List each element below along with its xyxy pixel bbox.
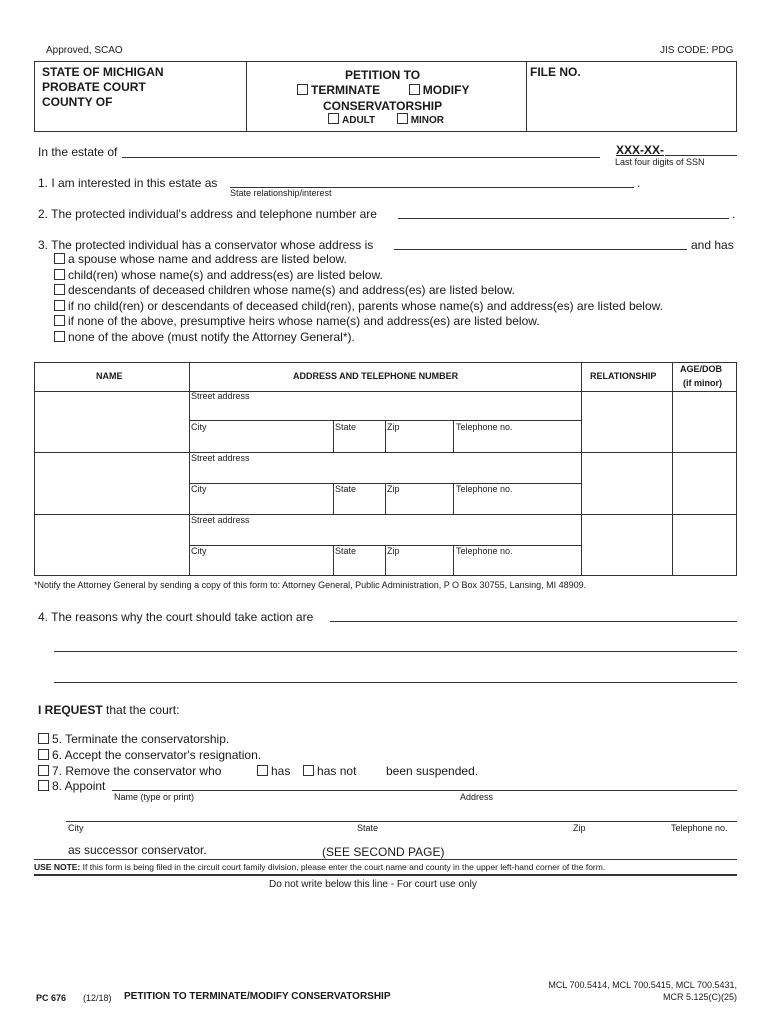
resignation-checkbox[interactable]	[38, 749, 49, 760]
estate-name-field[interactable]	[122, 157, 600, 158]
option-label: descendants of deceased children whose name(s) and address(es) are listed below.	[68, 283, 515, 298]
phone-label: Telephone no.	[456, 546, 513, 556]
attorney-general-notice: *Notify the Attorney General by sending a copy of this form to: Attorney General, Public Administration, P O Box 30755, Lansing, MI 48909.	[34, 580, 587, 590]
phone-label: Telephone no.	[456, 484, 513, 494]
form-title: PETITION TO	[345, 68, 421, 82]
terminate-request-checkbox[interactable]	[38, 733, 49, 744]
option-label: a spouse whose name and address are listed below.	[68, 252, 347, 266]
minor-label: MINOR	[410, 115, 445, 126]
conservator-address-field[interactable]	[394, 249, 687, 250]
item-3-end: and has	[691, 238, 734, 252]
relative-options	[54, 252, 663, 346]
adult-label: ADULT	[342, 115, 376, 126]
appoint-checkbox[interactable]	[38, 780, 49, 791]
request-8[interactable]	[38, 779, 105, 793]
has-not-checkbox[interactable]	[303, 765, 314, 776]
street-label: Street address	[191, 515, 250, 525]
state-label: State	[335, 546, 357, 556]
ssn-caption: Last four digits of SSN	[615, 157, 705, 167]
street-label: Street address	[191, 453, 250, 463]
state-label: State	[335, 484, 357, 494]
court-heading	[42, 65, 164, 110]
type-options	[328, 113, 444, 126]
address-phone-field[interactable]	[398, 218, 729, 219]
item-2-text: 2. The protected individual's address and telephone number are	[38, 207, 377, 221]
heirs-checkbox[interactable]	[54, 315, 65, 326]
mcl-refs: MCL 700.5414, MCL 700.5415, MCL 700.5431,	[548, 980, 737, 990]
remove-checkbox[interactable]	[38, 765, 49, 776]
col-relationship-header: RELATIONSHIP	[590, 371, 657, 381]
ssn-field[interactable]	[665, 155, 737, 156]
none-checkbox[interactable]	[54, 331, 65, 342]
col-ifminor-header: (if minor)	[683, 378, 722, 388]
file-no-label: FILE NO.	[530, 65, 581, 79]
form-revision: (12/18)	[83, 993, 112, 1003]
request-rest: that the court:	[106, 703, 180, 717]
mcr-ref: MCR 5.125(C)(25)	[662, 992, 737, 1002]
form-title-2: CONSERVATORSHIP	[323, 99, 443, 113]
spouse-checkbox[interactable]	[54, 253, 65, 264]
successor-text: as successor conservator.	[68, 843, 207, 857]
option-spouse[interactable]	[54, 252, 663, 268]
modify-checkbox[interactable]	[409, 84, 420, 95]
option-label: child(ren) whose name(s) and address(es) are listed below.	[68, 267, 383, 282]
request-7[interactable]	[38, 764, 221, 778]
reasons-field-3[interactable]	[54, 682, 737, 683]
option-children[interactable]	[54, 268, 663, 284]
has-not-label: has not	[317, 764, 357, 778]
state-label: State	[335, 422, 357, 432]
use-note-bottom-rule	[34, 874, 737, 876]
request-7-label: 7. Remove the conservator who	[52, 764, 222, 778]
request-6-label: 6. Accept the conservator's resignation.	[52, 748, 262, 762]
request-5[interactable]	[38, 732, 229, 746]
option-label: none of the above (must notify the Attorney General*).	[68, 329, 355, 344]
zip-label: Zip	[387, 422, 400, 432]
use-note-text: If this form is being filed in the circuit court family division, please enter the court name and county in the upper left-hand corner of the form.	[82, 862, 606, 872]
request-7-end: been suspended.	[386, 764, 479, 778]
statute-refs	[548, 979, 737, 1003]
form-number: PC 676	[36, 993, 67, 1003]
item-2-period: .	[732, 207, 736, 221]
option-heirs[interactable]	[54, 314, 663, 330]
item-1-period: .	[637, 176, 641, 190]
minor-checkbox[interactable]	[397, 113, 408, 124]
adult-checkbox[interactable]	[328, 113, 339, 124]
item-1-text: 1. I am interested in this estate as	[38, 176, 218, 190]
request-8-label: 8. Appoint	[52, 779, 106, 793]
action-options	[297, 83, 469, 97]
option-parents[interactable]	[54, 299, 663, 315]
persons-table	[34, 362, 737, 576]
court-line: PROBATE COURT	[42, 80, 146, 94]
request-heading	[38, 703, 179, 717]
see-second-page: (SEE SECOND PAGE)	[322, 845, 445, 859]
descendants-checkbox[interactable]	[54, 284, 65, 295]
use-note	[34, 862, 605, 872]
name-caption: Name (type or print)	[114, 792, 195, 802]
suspended-options	[257, 764, 356, 778]
option-none[interactable]	[54, 330, 663, 346]
option-label: if no child(ren) or descendants of deceased child(ren), parents whose name(s) and address(es) are listed below.	[68, 298, 663, 313]
modify-label: MODIFY	[422, 83, 470, 97]
children-checkbox[interactable]	[54, 269, 65, 280]
jis-code: JIS CODE: PDG	[660, 45, 734, 56]
zip-caption: Zip	[573, 823, 586, 833]
terminate-checkbox[interactable]	[297, 84, 308, 95]
estate-label: In the estate of	[38, 145, 118, 159]
city-label: City	[191, 422, 207, 432]
footer-title: PETITION TO TERMINATE/MODIFY CONSERVATORSHIP	[124, 991, 391, 1002]
reasons-field-1[interactable]	[330, 621, 737, 622]
item-3-text: 3. The protected individual has a conservator whose address is	[38, 238, 374, 252]
option-descendants[interactable]	[54, 283, 663, 299]
request-6[interactable]	[38, 748, 261, 762]
court-use-only: Do not write below this line - For court use only	[269, 879, 477, 890]
county-line: COUNTY OF	[42, 95, 113, 109]
item-4-text: 4. The reasons why the court should take action are	[38, 610, 314, 624]
has-checkbox[interactable]	[257, 765, 268, 776]
request-5-label: 5. Terminate the conservatorship.	[52, 732, 230, 746]
address-caption: Address	[460, 792, 494, 802]
zip-label: Zip	[387, 546, 400, 556]
state-caption: State	[357, 823, 379, 833]
ssn-value: XXX-XX-	[616, 143, 665, 157]
request-bold: I REQUEST	[38, 703, 103, 717]
street-label: Street address	[191, 391, 250, 401]
appointee-name-address-field[interactable]	[112, 790, 737, 791]
terminate-label: TERMINATE	[311, 83, 381, 97]
city-label: City	[191, 546, 207, 556]
state-line: STATE OF MICHIGAN	[42, 65, 164, 79]
phone-label: Telephone no.	[456, 422, 513, 432]
has-label: has	[271, 764, 291, 778]
interest-caption: State relationship/interest	[230, 188, 332, 198]
approved-text: Approved, SCAO	[46, 45, 123, 56]
use-note-bold: USE NOTE:	[34, 862, 81, 872]
zip-label: Zip	[387, 484, 400, 494]
col-address-header: ADDRESS AND TELEPHONE NUMBER	[293, 371, 459, 381]
option-label: if none of the above, presumptive heirs whose name(s) and address(es) are listed below.	[68, 314, 540, 329]
use-note-top-rule	[34, 859, 737, 860]
city-caption: City	[68, 823, 84, 833]
parents-checkbox[interactable]	[54, 300, 65, 311]
col-agedob-header: AGE/DOB	[680, 364, 723, 374]
appointee-city-field[interactable]	[66, 821, 737, 822]
reasons-field-2[interactable]	[54, 651, 737, 652]
phone-caption: Telephone no.	[671, 823, 728, 833]
col-name-header: NAME	[96, 371, 123, 381]
city-label: City	[191, 484, 207, 494]
